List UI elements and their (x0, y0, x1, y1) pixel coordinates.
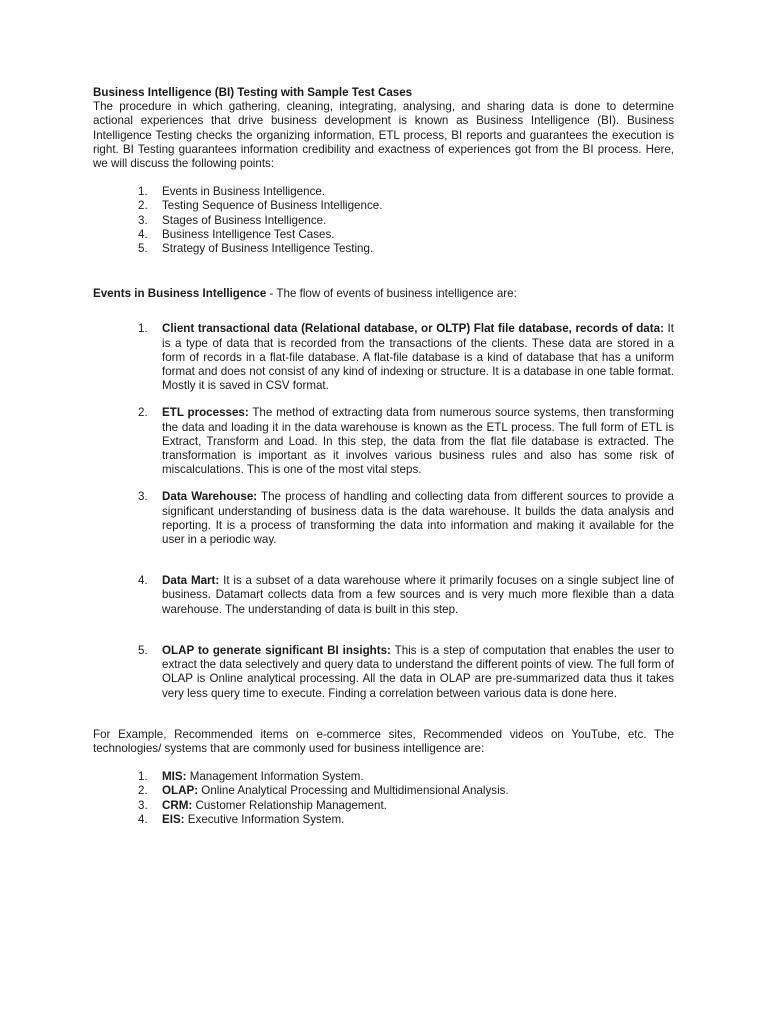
document-title: Business Intelligence (BI) Testing with Sample Test Cases (93, 86, 413, 99)
event-number: 1. (138, 322, 148, 336)
event-term: Client transactional data (Relational database, or OLTP) Flat file database, records of data: (162, 322, 664, 336)
list-item-text (162, 784, 509, 798)
event-item (138, 322, 674, 393)
list-item-text: Testing Sequence of Business Intelligence. (162, 199, 383, 213)
list-number: 4. (138, 227, 148, 241)
list-item (138, 185, 674, 199)
event-item (138, 574, 674, 617)
list-item (138, 214, 674, 228)
tech-description: Executive Information System. (184, 812, 345, 826)
list-item-text (162, 813, 344, 827)
event-item (138, 490, 674, 547)
event-term: ETL processes: (162, 406, 249, 420)
event-term: Data Mart: (162, 574, 220, 588)
list-item (138, 242, 674, 256)
tech-term: OLAP: (162, 784, 199, 798)
tech-description: Management Information System. (186, 770, 364, 784)
event-number: 2. (138, 406, 148, 420)
list-item (138, 199, 674, 213)
list-item-text: Stages of Business Intelligence. (162, 213, 327, 227)
events-heading-bold: Events in Business Intelligence (93, 287, 267, 301)
events-heading-rest: - The flow of events of business intelligence are: (266, 287, 517, 301)
tech-description: Online Analytical Processing and Multidimensional Analysis. (198, 784, 509, 798)
event-item (138, 406, 674, 477)
list-item-text (162, 799, 387, 813)
list-number: 2. (138, 784, 148, 798)
event-number: 3. (138, 490, 148, 504)
list-number: 2. (138, 199, 148, 213)
list-item-text: Business Intelligence Test Cases. (162, 227, 335, 241)
event-number: 4. (138, 574, 148, 588)
event-description: The process of handling and collecting data from different sources to provide a significant understanding of business data is the data warehouse. It builds the data analysis and reporting. It is a process of transforming the data into information and making it available for the user in a periodic way. (162, 490, 674, 547)
list-item (138, 799, 674, 813)
list-number: 4. (138, 812, 148, 826)
tech-term: EIS: (162, 812, 185, 826)
event-body (162, 644, 674, 701)
tech-term: MIS: (162, 770, 187, 784)
event-term: Data Warehouse: (162, 490, 258, 504)
event-body (162, 490, 674, 547)
list-number: 3. (138, 213, 148, 227)
tech-description: Customer Relationship Management. (192, 798, 387, 812)
event-description: This is a step of computation that enables the user to extract the data selectively and query data to understand the different points of view. The full form of OLAP is Online analytical processing. All the data in OLAP are pre-summarized data thus it takes very less query time to execute. Finding a correlation between various data is done here. (162, 643, 675, 700)
points-list (138, 185, 674, 256)
example-paragraph: For Example, Recommended items on e-commerce sites, Recommended videos on YouTube, etc. The technologies/ systems that are commonly used for business intelligence are: (93, 727, 674, 755)
list-item (138, 784, 674, 798)
list-item-text: Strategy of Business Intelligence Testing. (162, 242, 374, 256)
events-heading (93, 287, 674, 301)
event-description: The method of extracting data from numerous source systems, then transforming the data and loading it in the data warehouse is known as the ETL process. The full form of ETL is Extract, Transform and Load. In this step, the data from the flat file database is extracted. The transformation is important as it involves various business rules and also has some risk of miscalculations. This is one of the most vital steps. (162, 406, 674, 477)
list-number: 3. (138, 798, 148, 812)
list-item (138, 813, 674, 827)
list-item-text: Events in Business Intelligence. (162, 185, 326, 199)
list-number: 1. (138, 770, 148, 784)
event-item (138, 644, 674, 701)
list-item (138, 770, 674, 784)
event-term: OLAP to generate significant BI insights: (162, 643, 391, 657)
tech-term: CRM: (162, 798, 193, 812)
event-body (162, 406, 674, 477)
intro-paragraph: The procedure in which gathering, cleaning, integrating, analysing, and sharing data is done to determine actional experiences that drive business development is known as Business Intelligence (BI). Business Intelligence Testing checks the organizing information, ETL process, BI reports and guarantees the execution is right. BI Testing guarantees information credibility and exactness of experiences got from the BI process. Here, we will discuss the following points: (93, 100, 674, 171)
list-number: 5. (138, 242, 148, 256)
event-number: 5. (138, 643, 148, 657)
event-body (162, 322, 674, 393)
event-body (162, 574, 674, 617)
event-description: It is a subset of a data warehouse where it primarily focuses on a single subject line of business. Datamart collects data from a few sources and is very much more flexible than a data warehouse. The understanding of data is built in this step. (162, 574, 674, 616)
list-number: 1. (138, 185, 148, 199)
technologies-list (138, 770, 674, 827)
events-list (138, 322, 674, 700)
list-item-text (162, 770, 364, 784)
event-description: It is a type of data that is recorded from the transactions of the clients. These data are stored in a form of records in a flat-file database. A flat-file database is a kind of database that has a uniform format and does not consist of any kind of indexing or structure. It is a database in one table format. Mostly it is saved in CSV format. (162, 322, 674, 393)
document-page (93, 86, 674, 827)
list-item (138, 228, 674, 242)
